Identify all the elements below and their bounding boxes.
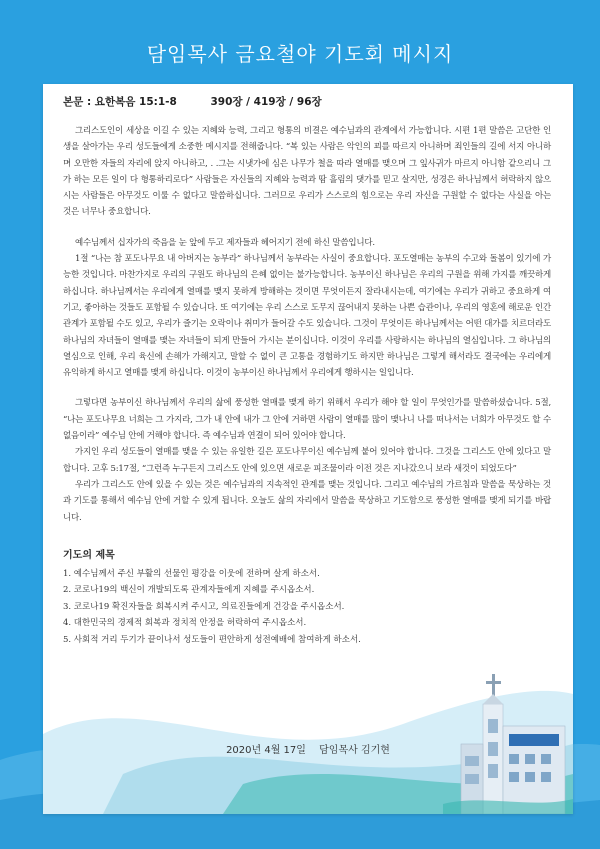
sermon-body <box>63 123 551 526</box>
paragraph-gap <box>63 221 551 235</box>
scripture-reference: 본문 : 요한복음 15:1-8 <box>63 96 177 108</box>
sermon-paragraph: 예수님께서 십자가의 죽음을 눈 앞에 두고 제자들과 헤어지기 전에 하신 말씀입니다. <box>75 237 375 248</box>
pastor-name: 담임목사 김기현 <box>319 745 390 756</box>
paragraph-gap <box>63 381 551 395</box>
church-building-illustration <box>443 664 573 814</box>
message-card <box>43 84 573 814</box>
prayer-topic-item: 3. 코로나19 확진자들을 회복시켜 주시고, 의료진들에게 건강을 주시옵소서. <box>63 601 345 612</box>
prayer-topic-item: 4. 대한민국의 경제적 회복과 정치적 안정을 허락하여 주시옵소서. <box>63 618 307 629</box>
prayer-topic-item: 2. 코로나19의 백신이 개발되도록 관계자들에게 지혜를 주시옵소서. <box>63 585 315 596</box>
sermon-paragraph: 1절 “나는 참 포도나무요 내 아버지는 농부라” 하나님께서 농부라는 사실이 중요합니다. 포도열매는 농부의 수고와 돌봄이 있기에 가능한 것입니다. 마찬가지로 우리의 구원도 하나님의 은혜 없이는 불가능합니다. 농부이신 하나님은 우리의 구원을 위해 가지를 깨끗하게 하십니다. 하나님께서는 우리에게 열매를 맺지 못하게 방해하는 것이면 무엇이든지 잘라내시는데, 여기에는 우리가 귀하고 중요하게 여기고, 좋아하는 것들도 포함될 수 있습니다. 또 여기에는 우리 스스로 도무지 끊어내지 못하는 나쁜 습관이나, 우리의 영혼에 해로운 인간관계가 포함될 수도 있고, 우리가 즐기는 오락이나 취미가 들어갈 수도 있습니다. 그것이 무엇이든 하나님께서는 어떤 대가를 치르더라도 하나님의 자녀들이 열매를 맺는 자녀들이 되게 만들어 가시는 분이십니다. 이것이 우리를 사랑하시는 하나님의 열심입니다. 그 하나님의 열심으로 인해, 우리 육신에 손해가 가해지고, 말할 수 없이 큰 고통을 경험하기도 하지만 하나님은 그렇게 해서라도 결국에는 우리에게 유익하게 하시고 열매를 맺게 하십니다. 이것이 농부이신 하나님께서 우리에게 행하시는 일입니다. <box>63 254 552 379</box>
scripture-line <box>63 94 551 109</box>
prayer-topics-title: 기도의 제목 <box>63 549 115 561</box>
sermon-paragraph: 우리가 그리스도 안에 있을 수 있는 것은 예수님과의 지속적인 관계를 맺는 것입니다. 그리고 예수님의 가르침과 말씀을 묵상하는 것과 기도를 통해서 예수님 안에 거할 수 있게 됩니다. 오늘도 삶의 자리에서 말씀을 묵상하고 기도함으로 풍성한 열매를 맺게 되기를 바랍니다. <box>63 479 551 523</box>
page-title: 담임목사 금요철야 기도회 메시지 <box>146 42 454 66</box>
sermon-paragraph: 가지인 우리 성도들이 열매를 맺을 수 있는 유일한 길은 포도나무이신 예수님께 붙어 있어야 합니다. 그것을 그리스도 안에 있다고 말합니다. 고후 5:17절, “그런즉 누구든지 그리스도 안에 있으면 새로운 피조물이라 이전 것은 지나갔으니 보라 새것이 되었도다” <box>63 447 551 474</box>
signature-line <box>43 741 573 756</box>
message-date: 2020년 4월 17일 <box>226 745 306 756</box>
hymn-numbers: 390장 / 419장 / 96장 <box>210 96 322 108</box>
message-content <box>63 94 551 648</box>
prayer-topic-item: 1. 예수님께서 주신 부활의 선물인 평강을 이웃에 전하며 살게 하소서. <box>63 568 320 579</box>
sermon-paragraph: 그리스도인이 세상을 이길 수 있는 지혜와 능력, 그리고 형통의 비결은 예수님과의 관계에서 가능합니다. 시편 1편 말씀은 고단한 인생을 살아가는 우리 성도들에게 소중한 메시지를 전해줍니다. “복 있는 사람은 악인의 꾀를 따르지 아니하며 죄인들의 길에 서지 아니하며 오만한 자들의 자리에 앉지 아니하고, . .그는 시냇가에 심은 나무가 철을 따라 열매를 맺으며 그 잎사귀가 마르지 아니함 같으리니 그가 하는 모든 일이 다 형통하리로다” 사람들은 자신들의 지혜와 능력과 땀 흘림의 댓가를 믿고 살지만, 성경은 하나님께서 허락하지 않으시는 사람들은 아무것도 이룰 수 없다고 말씀하십니다. 그러므로 우리가 스스로의 힘으로는 우리 자신을 구원할 수 없다는 사실을 아는 것은 너무나 중요합니다. <box>63 126 551 218</box>
prayer-topic-item: 5. 사회적 거리 두기가 끝이나서 성도들이 편안하게 성전예배에 참여하게 하소서. <box>63 634 361 645</box>
sermon-paragraph: 그렇다면 농부이신 하나님께서 우리의 삶에 풍성한 열매를 맺게 하기 위해서 우리가 해야 할 일이 무엇인가를 말씀하셨습니다. 5절, “나는 포도나무요 너희는 그 가지라, 그가 내 안에 내가 그 안에 거하면 사람이 열매를 많이 맺나니 나를 떠나서는 너희가 아무것도 할 수 없음이라” 예수님 안에 거해야 합니다. 즉 예수님과 연결이 되어 있어야 합니다. <box>63 398 551 442</box>
prayer-topics-list <box>63 566 551 649</box>
